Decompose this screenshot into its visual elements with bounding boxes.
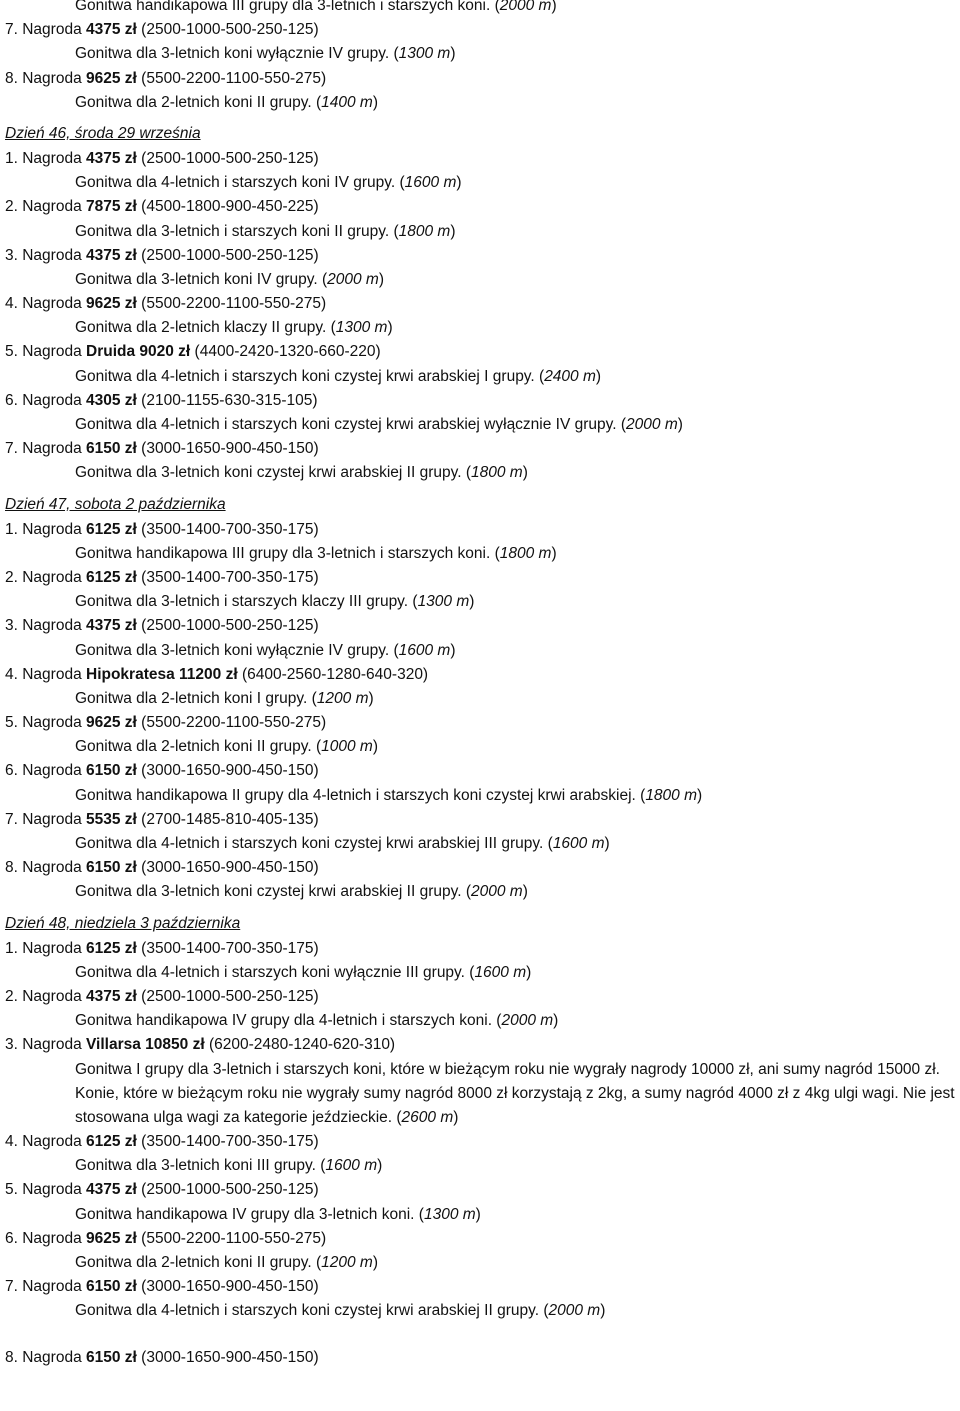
prize-number: 5. Nagroda bbox=[5, 1181, 86, 1199]
race-distance-close: ) bbox=[595, 367, 602, 385]
prize-line bbox=[5, 18, 960, 42]
prize-amount: 9625 zł bbox=[86, 69, 137, 87]
race-distance: 1800 m bbox=[470, 464, 523, 482]
prize-amount: 4375 zł bbox=[86, 21, 137, 39]
prize-line bbox=[5, 1227, 960, 1251]
race-distance-close: ) bbox=[372, 1254, 378, 1272]
race-distance-close: ) bbox=[372, 93, 378, 111]
race-description bbox=[5, 1058, 960, 1131]
prize-split: (2100-1155-630-315-105) bbox=[136, 391, 318, 409]
prize-number: 3. Nagroda bbox=[5, 617, 86, 635]
prize-number: 7. Nagroda bbox=[5, 21, 86, 39]
prize-amount: 6150 zł bbox=[86, 859, 137, 877]
race-conditions: Gonitwa handikapowa III grupy dla 3-letnich i starszych koni. ( bbox=[75, 544, 500, 562]
race-conditions: Gonitwa dla 4-letnich i starszych koni czystej krwi arabskiej I grupy. ( bbox=[75, 367, 545, 385]
prize-amount: 4305 zł bbox=[86, 391, 137, 409]
race-distance-close: ) bbox=[551, 0, 557, 14]
prize-number: 8. Nagroda bbox=[5, 69, 86, 87]
race-distance: 1600 m bbox=[552, 835, 605, 852]
race-description bbox=[5, 880, 960, 904]
prize-amount: 6150 zł bbox=[86, 1348, 137, 1366]
prize-number: 3. Nagroda bbox=[5, 246, 86, 264]
race-distance-close: ) bbox=[697, 786, 703, 804]
race-description bbox=[5, 832, 960, 856]
prize-line bbox=[5, 1178, 960, 1202]
race-description bbox=[5, 171, 960, 195]
prize-amount: 9625 zł bbox=[86, 1229, 137, 1247]
race-distance: 1200 m bbox=[316, 689, 369, 707]
race-description bbox=[5, 1154, 960, 1178]
prize-number: 7. Nagroda bbox=[5, 810, 86, 828]
race-conditions: Gonitwa dla 3-letnich koni III grupy. ( bbox=[75, 1157, 326, 1175]
prize-line bbox=[5, 292, 960, 316]
prize-amount: 6150 zł bbox=[86, 762, 137, 780]
prize-number: 2. Nagroda bbox=[5, 198, 86, 216]
prize-amount: Druida 9020 zł bbox=[86, 343, 191, 361]
race-distance-close: ) bbox=[522, 883, 528, 901]
prize-number: 1. Nagroda bbox=[5, 520, 86, 538]
race-conditions: Gonitwa dla 3-letnich koni czystej krwi arabskiej II grupy. ( bbox=[75, 883, 471, 901]
prize-split: (2500-1000-500-250-125) bbox=[136, 987, 319, 1005]
day-heading: Dzień 47, sobota 2 października bbox=[5, 495, 226, 513]
race-conditions: Gonitwa dla 2-letnich koni II grupy. ( bbox=[75, 93, 322, 111]
race-distance-close: ) bbox=[475, 1205, 481, 1223]
prize-number: 5. Nagroda bbox=[5, 343, 86, 361]
race-conditions: Gonitwa handikapowa II grupy dla 4-letnich i starszych koni czystej krwi arabskiej. ( bbox=[75, 786, 646, 804]
race-distance-close: ) bbox=[450, 222, 456, 240]
prize-number: 6. Nagroda bbox=[5, 1229, 86, 1247]
prize-line bbox=[5, 244, 960, 268]
race-distance-close: ) bbox=[522, 464, 528, 482]
prize-line bbox=[5, 1130, 960, 1154]
prize-number: 6. Nagroda bbox=[5, 391, 86, 409]
prize-amount: 6150 zł bbox=[86, 1278, 137, 1296]
race-description bbox=[5, 42, 960, 66]
prize-split: (3500-1400-700-350-175) bbox=[136, 939, 319, 957]
prize-split: (4500-1800-900-450-225) bbox=[136, 198, 319, 216]
prize-number: 4. Nagroda bbox=[5, 295, 86, 313]
race-conditions: Gonitwa dla 3-letnich koni wyłącznie IV grupy. ( bbox=[75, 45, 399, 63]
race-distance: 2400 m bbox=[544, 367, 596, 385]
race-description bbox=[5, 268, 960, 292]
race-distance-close: ) bbox=[551, 544, 557, 562]
race-conditions: Gonitwa dla 4-letnich i starszych koni czystej krwi arabskiej wyłącznie IV grupy. ( bbox=[75, 416, 627, 433]
race-distance: 2000 m bbox=[499, 0, 552, 14]
race-distance-close: ) bbox=[450, 45, 456, 63]
race-description bbox=[5, 220, 960, 244]
prize-line bbox=[5, 389, 960, 413]
race-conditions: Gonitwa dla 3-letnich koni wyłącznie IV grupy. ( bbox=[75, 641, 399, 659]
race-description bbox=[5, 413, 960, 437]
race-distance-close: ) bbox=[604, 835, 610, 852]
race-distance: 1600 m bbox=[325, 1157, 378, 1175]
race-distance: 2000 m bbox=[548, 1302, 601, 1320]
race-conditions: Gonitwa dla 3-letnich koni czystej krwi arabskiej II grupy. ( bbox=[75, 464, 471, 482]
prize-split: (4400-2420-1320-660-220) bbox=[190, 343, 381, 361]
prize-line bbox=[5, 340, 960, 364]
race-conditions: Gonitwa dla 4-letnich i starszych koni czystej krwi arabskiej II grupy. ( bbox=[75, 1302, 549, 1320]
race-distance: 1800 m bbox=[398, 222, 451, 240]
race-distance: 2000 m bbox=[626, 416, 678, 433]
prize-amount: 6125 zł bbox=[86, 1133, 137, 1151]
race-distance-close: ) bbox=[677, 416, 683, 433]
prize-number: 8. Nagroda bbox=[5, 859, 86, 877]
race-distance: 1800 m bbox=[499, 544, 552, 562]
prize-split: (2500-1000-500-250-125) bbox=[136, 1181, 319, 1199]
race-conditions: Gonitwa dla 4-letnich i starszych koni IV grupy. ( bbox=[75, 174, 405, 192]
prize-amount: 5535 zł bbox=[86, 810, 137, 828]
prize-amount: 4375 zł bbox=[86, 246, 137, 264]
race-distance-close: ) bbox=[526, 963, 532, 981]
prize-amount: 9625 zł bbox=[86, 714, 137, 732]
race-conditions: Gonitwa dla 2-letnich koni II grupy. ( bbox=[75, 1254, 322, 1272]
prize-number: 7. Nagroda bbox=[5, 1278, 86, 1296]
race-distance: 2000 m bbox=[327, 270, 379, 288]
race-description bbox=[5, 1251, 960, 1275]
prize-split: (5500-2200-1100-550-275) bbox=[136, 295, 327, 313]
prize-line bbox=[5, 985, 960, 1009]
race-distance: 1600 m bbox=[404, 174, 457, 192]
race-description bbox=[5, 91, 960, 115]
spacer bbox=[5, 1324, 960, 1346]
prize-number: 1. Nagroda bbox=[5, 939, 86, 957]
prize-amount: 6150 zł bbox=[86, 440, 137, 458]
prize-split: (3000-1650-900-450-150) bbox=[136, 762, 319, 780]
prize-amount: 4375 zł bbox=[86, 617, 137, 635]
prize-line bbox=[5, 614, 960, 638]
prize-line bbox=[5, 1346, 960, 1370]
prize-line bbox=[5, 711, 960, 735]
prize-split: (6200-2480-1240-620-310) bbox=[204, 1036, 396, 1054]
race-conditions: Gonitwa dla 4-letnich i starszych koni wyłącznie III grupy. ( bbox=[75, 963, 475, 981]
prize-number: 4. Nagroda bbox=[5, 665, 86, 683]
race-distance: 1300 m bbox=[423, 1205, 476, 1223]
prize-amount: 4375 zł bbox=[86, 987, 137, 1005]
prize-split: (3000-1650-900-450-150) bbox=[136, 1348, 319, 1366]
prize-line bbox=[5, 759, 960, 783]
race-description bbox=[5, 687, 960, 711]
race-distance: 1300 m bbox=[335, 319, 388, 337]
race-distance: 1300 m bbox=[398, 45, 451, 63]
prize-number: 2. Nagroda bbox=[5, 568, 86, 586]
race-distance-close: ) bbox=[450, 641, 456, 659]
race-distance-close: ) bbox=[378, 270, 385, 288]
race-description bbox=[5, 784, 960, 808]
race-description bbox=[5, 961, 960, 985]
prize-split: (3000-1650-900-450-150) bbox=[136, 1278, 319, 1296]
race-distance: 1200 m bbox=[321, 1254, 373, 1272]
race-conditions: Gonitwa dla 2-letnich koni II grupy. ( bbox=[75, 738, 322, 756]
race-description bbox=[5, 1203, 960, 1227]
prize-split: (6400-2560-1280-640-320) bbox=[237, 665, 429, 683]
race-conditions: Gonitwa dla 3-letnich i starszych klaczy III grupy. ( bbox=[75, 593, 418, 611]
race-distance-close: ) bbox=[372, 738, 378, 756]
prize-line bbox=[5, 856, 960, 880]
race-distance: 1600 m bbox=[474, 963, 527, 981]
race-distance: 1300 m bbox=[417, 593, 470, 611]
prize-line bbox=[5, 437, 960, 461]
prize-line bbox=[5, 937, 960, 961]
prize-line bbox=[5, 566, 960, 590]
prize-amount: 7875 zł bbox=[86, 198, 137, 216]
prize-line bbox=[5, 67, 960, 91]
prize-amount: 9625 zł bbox=[86, 295, 137, 313]
prize-line bbox=[5, 518, 960, 542]
prize-split: (3500-1400-700-350-175) bbox=[136, 520, 319, 538]
race-distance: 2000 m bbox=[470, 883, 523, 901]
prize-split: (3000-1650-900-450-150) bbox=[136, 440, 319, 458]
race-conditions: Gonitwa handikapowa III grupy dla 3-letnich i starszych koni. ( bbox=[75, 0, 500, 14]
prize-number: 1. Nagroda bbox=[5, 149, 86, 167]
prize-amount: 6125 zł bbox=[86, 568, 137, 586]
race-description bbox=[5, 461, 960, 485]
race-description bbox=[5, 590, 960, 614]
prize-line bbox=[5, 808, 960, 832]
prize-amount: 6125 zł bbox=[86, 939, 137, 957]
race-distance: 1400 m bbox=[321, 93, 373, 111]
race-conditions: Gonitwa dla 3-letnich i starszych koni II grupy. ( bbox=[75, 222, 399, 240]
race-conditions: Gonitwa handikapowa IV grupy dla 3-letnich koni. ( bbox=[75, 1205, 424, 1223]
race-distance: 1600 m bbox=[398, 641, 451, 659]
race-distance-close: ) bbox=[453, 1108, 459, 1126]
day-heading: Dzień 48, niedziela 3 października bbox=[5, 914, 241, 932]
prize-line bbox=[5, 1275, 960, 1299]
prize-amount: 4375 zł bbox=[86, 149, 137, 167]
race-description bbox=[5, 542, 960, 566]
race-description bbox=[5, 639, 960, 663]
race-conditions: Gonitwa dla 3-letnich koni IV grupy. ( bbox=[75, 270, 328, 288]
prize-number: 2. Nagroda bbox=[5, 987, 86, 1005]
prize-split: (2500-1000-500-250-125) bbox=[136, 246, 319, 264]
race-distance-close: ) bbox=[456, 174, 462, 192]
prize-split: (5500-2200-1100-550-275) bbox=[136, 69, 327, 87]
race-distance: 1800 m bbox=[645, 786, 698, 804]
race-description bbox=[5, 365, 960, 389]
prize-number: 8. Nagroda bbox=[5, 1348, 86, 1366]
race-conditions: Gonitwa I grupy dla 3-letnich i starszych koni, które w bieżącym roku nie wygrały nagrody 10000 zł, ani sumy nagród 15000 zł. Konie, które w bieżącym roku nie wygrały sumy nagród 8000 zł korzystają z 2kg, a sumy nagród 4000 zł z 4kg ulgi wagi. Nie jest stosowana ulga wagi za kategorie jeździeckie. ( bbox=[75, 1060, 955, 1126]
race-description bbox=[5, 735, 960, 759]
prize-number: 5. Nagroda bbox=[5, 714, 86, 732]
prize-split: (3000-1650-900-450-150) bbox=[136, 859, 319, 877]
race-distance-close: ) bbox=[469, 593, 475, 611]
day-heading: Dzień 46, środa 29 września bbox=[5, 124, 201, 142]
race-conditions: Gonitwa dla 2-letnich klaczy II grupy. ( bbox=[75, 319, 336, 337]
race-distance: 1000 m bbox=[321, 738, 373, 756]
race-distance: 2000 m bbox=[501, 1012, 554, 1030]
prize-line bbox=[5, 663, 960, 687]
race-distance-close: ) bbox=[377, 1157, 383, 1175]
race-distance: 2600 m bbox=[401, 1108, 454, 1126]
race-distance-close: ) bbox=[553, 1012, 559, 1030]
prize-amount: Hipokratesa 11200 zł bbox=[86, 665, 238, 683]
prize-number: 7. Nagroda bbox=[5, 440, 86, 458]
prize-split: (2500-1000-500-250-125) bbox=[136, 21, 319, 39]
race-distance-close: ) bbox=[600, 1302, 606, 1320]
prize-line bbox=[5, 147, 960, 171]
race-conditions: Gonitwa dla 2-letnich koni I grupy. ( bbox=[75, 689, 317, 707]
prize-number: 6. Nagroda bbox=[5, 762, 86, 780]
race-description bbox=[5, 0, 960, 18]
prize-number: 4. Nagroda bbox=[5, 1133, 86, 1151]
prize-split: (3500-1400-700-350-175) bbox=[136, 568, 319, 586]
race-description bbox=[5, 1299, 960, 1323]
prize-split: (2700-1485-810-405-135) bbox=[136, 810, 319, 828]
race-distance-close: ) bbox=[387, 319, 393, 337]
race-description bbox=[5, 1009, 960, 1033]
prize-split: (5500-2200-1100-550-275) bbox=[136, 714, 327, 732]
prize-split: (2500-1000-500-250-125) bbox=[136, 149, 319, 167]
prize-number: 3. Nagroda bbox=[5, 1036, 86, 1054]
prize-split: (2500-1000-500-250-125) bbox=[136, 617, 319, 635]
race-schedule-document bbox=[5, 0, 960, 1370]
prize-amount: 6125 zł bbox=[86, 520, 137, 538]
prize-split: (5500-2200-1100-550-275) bbox=[136, 1229, 327, 1247]
race-distance-close: ) bbox=[368, 689, 374, 707]
prize-amount: Villarsa 10850 zł bbox=[86, 1036, 205, 1054]
prize-line bbox=[5, 195, 960, 219]
prize-amount: 4375 zł bbox=[86, 1181, 137, 1199]
prize-split: (3500-1400-700-350-175) bbox=[136, 1133, 319, 1151]
prize-line bbox=[5, 1033, 960, 1057]
race-conditions: Gonitwa dla 4-letnich i starszych koni czystej krwi arabskiej III grupy. ( bbox=[75, 835, 553, 852]
race-description bbox=[5, 316, 960, 340]
race-conditions: Gonitwa handikapowa IV grupy dla 4-letnich i starszych koni. ( bbox=[75, 1012, 502, 1030]
